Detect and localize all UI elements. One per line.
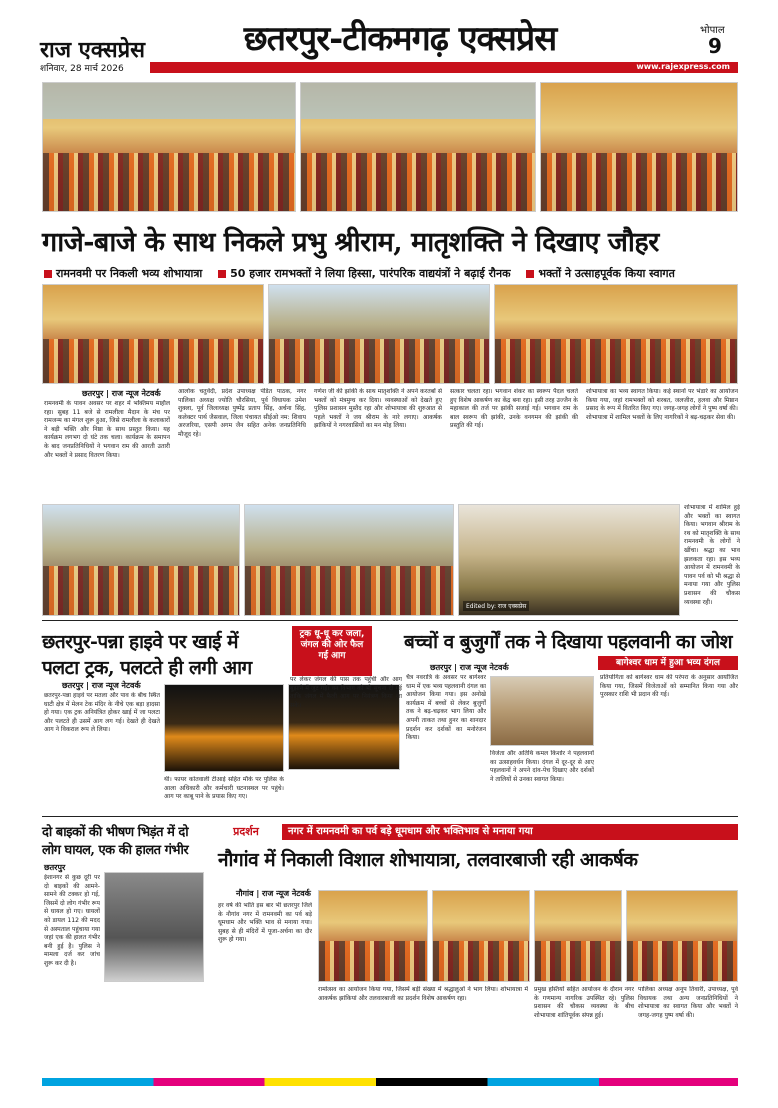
photo-top-center bbox=[300, 82, 536, 212]
bike-headline-line2: लोग घायल, एक की हालत गंभीर bbox=[42, 843, 189, 858]
bike-text-continued bbox=[44, 988, 208, 1068]
edition-city: भोपाल bbox=[700, 25, 725, 36]
main-headline: गाजे-बाजे के साथ निकले प्रभु श्रीराम, मातृशक्ति ने दिखाए जौहर bbox=[42, 227, 659, 258]
brand-logo: राज एक्सप्रेस bbox=[40, 37, 145, 63]
truck-headline-line1: छतरपुर-पन्ना हाइवे पर खाई में bbox=[42, 631, 238, 653]
photo-top-left bbox=[42, 82, 296, 212]
naugaon-byline: नौगांव | राज न्यूज नेटवर्क bbox=[236, 889, 311, 898]
photo-row2-2 bbox=[244, 504, 454, 616]
naugaon-deck: नगर में रामनवमी का पर्व बड़े धूमधाम और भक्तिभाव से मनाया गया bbox=[282, 824, 738, 840]
photo-naugaon-4 bbox=[626, 890, 738, 982]
photo-mid-1 bbox=[42, 284, 264, 384]
main-col-3: गणेश जी की झांकी के साथ मातृशक्ति ने अपने करतबों से भक्तों को मंत्रमुग्ध कर दिया। व्यवस्थाओं को देखते हुए पुलिस प्रशासन मुस्तैद रहा और शोभायात्रा की शुरुआत से पहले भक्तों ने जय श्रीराम के नारे लगाए। आकर्षक झांकियों ने नगरवासियों का मन मोह लिया। bbox=[314, 388, 442, 430]
main-byline: छतरपुर | राज न्यूज नेटवर्क bbox=[82, 389, 161, 398]
photo-naugaon-2 bbox=[432, 890, 530, 982]
wrestling-headline: बच्चों व बुजुर्गों तक ने दिखाया पहलवानी का जोश bbox=[404, 631, 733, 653]
divider-2 bbox=[42, 816, 738, 817]
photo-wrestling bbox=[490, 676, 594, 746]
naugaon-col-2: रामोत्सव का आयोजन किया गया, जिसमें बड़ी संख्या में श्रद्धालुओं ने भाग लिया। शोभायात्रा में आकर्षक झांकियां और तलवारबाजी का प्रदर्शन विशेष आकर्षण रहा। bbox=[318, 986, 528, 1002]
photo-mid-2 bbox=[268, 284, 490, 384]
color-registration-bar bbox=[42, 1078, 738, 1086]
page-number: 9 bbox=[708, 34, 722, 58]
subhead-3: भक्तों ने उत्साहपूर्वक किया स्वागत bbox=[538, 267, 675, 280]
section-title: छतरपुर-टीकमगढ़ एक्सप्रेस bbox=[243, 19, 557, 59]
bike-text: ईशानगर से कुछ दूरी पर दो बाइकों की आमने-सामने की टक्कर हो गई, जिसमें दो लोग गंभीर रूप से घायल हो गए। घायलों को डायल 112 की मदद से अस्पताल पहुंचाया गया जहां एक की हालत गंभीर बनी हुई है। पुलिस ने मामला दर्ज कर जांच शुरू कर दी है। bbox=[44, 874, 100, 967]
main-col-5: शोभायात्रा का भव्य स्वागत किया। कई स्थानों पर भंडारे का आयोजन किया गया, जहां रामभक्तों को शरबत, जलजीरा, हलवा और मिष्ठान प्रसाद के रूप में वितरित किए गए। जगह-जगह लोगों ने पुष्प वर्षा की। शोभायात्रा में शामिल भक्तों के लिए नागरिकों ने बढ़-चढ़कर सेवा की। bbox=[586, 388, 738, 421]
main-subheads bbox=[44, 266, 744, 281]
truck-banner: ट्रक धू-धू कर जला, जंगल की ओर फैल गई आग bbox=[292, 626, 372, 676]
wrestling-byline: छतरपुर | राज न्यूज नेटवर्क bbox=[430, 663, 509, 672]
bike-byline: छतरपुर bbox=[44, 863, 66, 872]
photo-top-right bbox=[540, 82, 738, 212]
issue-date: शनिवार, 28 मार्च 2026 bbox=[40, 64, 124, 74]
divider-1 bbox=[42, 620, 738, 621]
website-link[interactable]: www.rajexpress.com bbox=[636, 62, 730, 71]
photo-caption: Edited by: राज एक्सप्रेस bbox=[463, 601, 529, 611]
photo-naugaon-1 bbox=[318, 890, 428, 982]
main-col-1: रामनवमी के पावन अवसर पर शहर में भक्तिमय माहौल रहा। सुबह 11 बजे से रामलीला मैदान के मंच पर रामजन्म का मंगल शुरू हुआ, जिसे रामलीला के कलाकारों ने बड़ी भक्ति और निष्ठा के साथ प्रस्तुत किया। यह कार्यक्रम लगभग दो घंटे तक चला। कार्यक्रम के समापन के बाद जनप्रतिनिधियों ने भगवान राम की आरती उतारी और भक्तों ने प्रसाद वितरण किया। bbox=[44, 400, 170, 459]
naugaon-col-3: प्रमुख हस्तियों सहित आयोजन के दौरान नगर के गणमान्य नागरिक उपस्थित रहे। पुलिस प्रशासन की चौकस व्यवस्था के बीच शोभायात्रा शांतिपूर्वक संपन्न हुई। bbox=[534, 986, 634, 1019]
naugaon-col-4: पालिका अध्यक्ष अनूप तिवारी, उपाध्यक्ष, पूर्व विधायक तथा अन्य जनप्रतिनिधियों ने शोभायात्रा का स्वागत किया और भक्तों ने जगह-जगह पुष्प वर्षा की। bbox=[638, 986, 738, 1019]
truck-col-1: छतरपुर-पन्ना हाइवे पर मतला और पाव के बीच स्थित घाटी क्षेत्र में मेलन टेक मंदिर के नीचे एक बड़ा हादसा हो गया। एक ट्रक अनियंत्रित होकर खाई में जा पलटा और पलटते ही उसमें आग लग गई। देखते ही देखते आग ने विकराल रूप ले लिया। bbox=[44, 692, 160, 734]
main-side-col: शोभायात्रा में शामिल हुई और भक्तों का स्वागत किया। भगवान श्रीराम के रथ को मातृशक्ति के साथ रामनवमी के लोगों ने खींचा। श्रद्धा का भाव झलकता रहा। इस भव्य आयोजन में रामनवमी के पावन पर्व को भी श्रद्धा से मनाया गया और पुलिस प्रशासन की चौकस व्यवस्था रही। bbox=[684, 504, 740, 606]
photo-bike-accident bbox=[104, 872, 204, 982]
photo-naugaon-3 bbox=[534, 890, 622, 982]
truck-byline: छतरपुर | राज न्यूज नेटवर्क bbox=[62, 681, 141, 690]
naugaon-col-1: हर वर्ष की भांति इस बार भी छतरपुर जिले के नौगांव नगर में रामनवमी का पर्व बड़े धूमधाम और भक्ति भाव से मनाया गया। सुबह से ही मंदिरों में पूजा-अर्चना का दौर शुरू हो गया। bbox=[218, 902, 312, 944]
truck-col-2: थी। फायर कोतवाली टीआई सहित मौके पर पुलिस के आला अधिकारी और कर्मचारी घटनास्थल पर पहुंचे। आग पर काबू पाने के प्रयास किए गए। bbox=[164, 776, 284, 801]
photo-row2-3 bbox=[458, 504, 680, 616]
wrestling-col-2: विजेता और अतिथि कमल किशोर ने पहलवानों का उत्साहवर्धन किया। दंगल में दूर-दूर से आए पहलवानों ने अपने दांव-पेच दिखाए और दर्शकों ने तालियों से उनका स्वागत किया। bbox=[490, 750, 594, 783]
main-col-2: आलोक चतुर्वेदी, प्रदेश उपाध्यक्ष पंडित पाठक, नगर पालिका अध्यक्ष ज्योति चौरसिया, पूर्व विधायक उमेश शुक्ला, पूर्व जिलाध्यक्ष पुष्पेंद्र प्रताप सिंह, अर्चना सिंह, कलेक्टर पार्थ जैसवाल, जिला पंचायत सीईओ नम: शिवाय अरजरिया, एसपी अगम जैन सहित अनेक जनप्रतिनिधि मौजूद रहे। bbox=[178, 388, 306, 438]
naugaon-kicker: प्रदर्शन bbox=[216, 824, 276, 840]
wrestling-col-3: प्रतियोगिता को बागेश्वर धाम की परंपरा के अनुसार आयोजित किया गया, जिसमें विजेताओं को सम्मानित किया गया और पुरस्कार राशि भी प्रदान की गई। bbox=[600, 674, 738, 699]
truck-headline-line2: पलटा ट्रक, पलटते ही लगी आग bbox=[42, 657, 252, 679]
truck-col-3: पर लेकर जंगल की पास तक पहुंची और आग बुझाने में जुट गई। वन विभाग को भी सूचना दी गई ताकि जंगल में फैली आग पर नियंत्रण किया जा सके। bbox=[290, 676, 402, 709]
wrestling-col-1: चैत्र नवरात्रि के अवसर पर बागेश्वर धाम में एक भव्य पहलवानी दंगल का आयोजन किया गया। इस अनोखे कार्यक्रम में बच्चों से लेकर बुजुर्गों तक ने बढ़-चढ़कर भाग लिया और अपनी ताकत तथा हुनर का शानदार प्रदर्शन कर दर्शकों का मनोरंजन किया। bbox=[406, 674, 486, 742]
photo-truck-fire bbox=[164, 684, 284, 772]
subhead-2: 50 हजार रामभक्तों ने लिया हिस्सा, पारंपरिक वाद्ययंत्रों ने बढ़ाई रौनक bbox=[230, 267, 511, 280]
wrestling-banner: बागेश्वर धाम में हुआ भव्य दंगल bbox=[598, 656, 738, 670]
naugaon-headline: नौगांव में निकाली विशाल शोभायात्रा, तलवारबाजी रही आकर्षक bbox=[218, 849, 638, 871]
subhead-1: रामनवमी पर निकली भव्य शोभायात्रा bbox=[56, 267, 203, 280]
photo-row2-1 bbox=[42, 504, 240, 616]
masthead bbox=[0, 0, 778, 76]
main-col-4: सत्कार चलता रहा। भगवान शंकर का स्वरूप पैदल चलते हुए विशेष आकर्षण का केंद्र बना रहा। इसी तरह उज्जैन के महाकाल की तर्ज पर झांकी सजाई गई। भगवान राम के बाल स्वरूप की झांकी, उनके वनगमन की झांकी की प्रस्तुति की गई। bbox=[450, 388, 578, 430]
photo-mid-3 bbox=[494, 284, 738, 384]
bike-headline-line1: दो बाइकों की भीषण भिड़ंत में दो bbox=[42, 825, 189, 840]
